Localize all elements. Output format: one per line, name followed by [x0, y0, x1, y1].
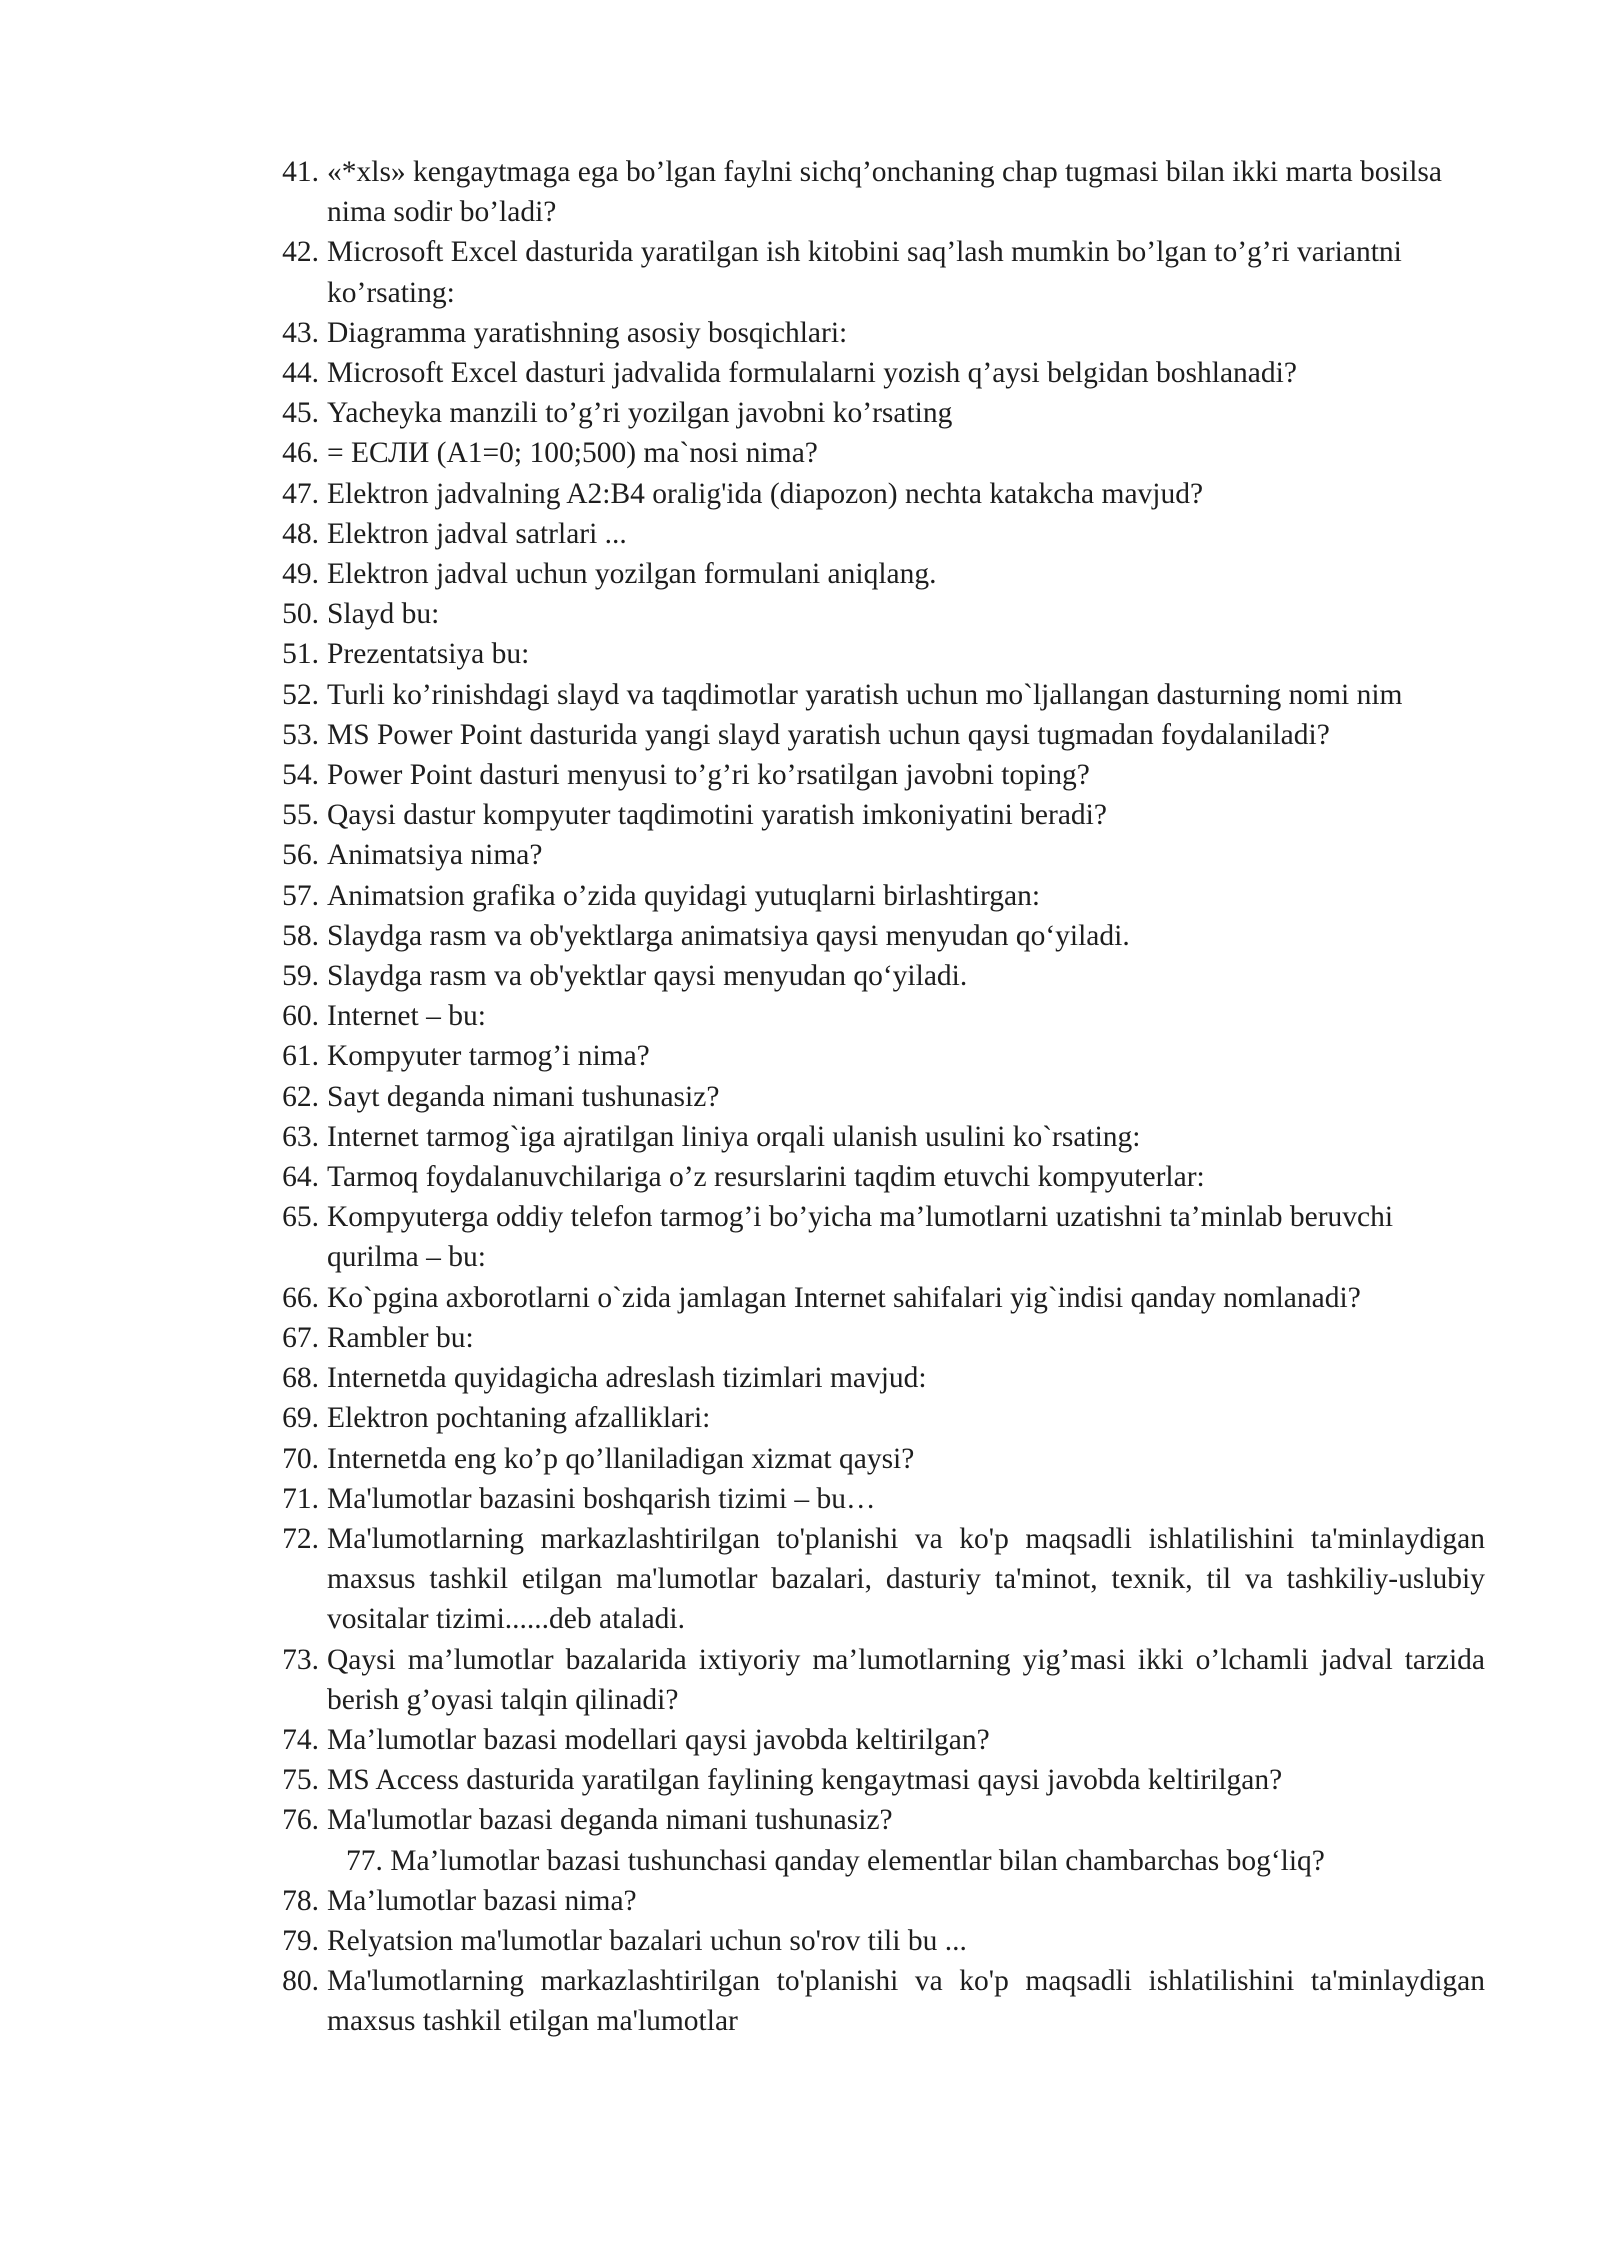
question-text: Relyatsion ma'lumotlar bazalari uchun so'rov tili bu ...: [327, 1924, 967, 1957]
question-text: Ma'lumotlarning markazlashtirilgan to'planishi va ko'p maqsadli ishlatilishini ta'minlaydigan maxsus tashkil etilgan ma'lumotlar: [327, 1965, 1485, 2038]
question-text: Internet tarmog`iga ajratilgan liniya orqali ulanish usulini ko`rsating:: [327, 1120, 1141, 1153]
question-item: [270, 353, 1485, 393]
question-text: Kompyuter tarmog’i nima?: [327, 1040, 650, 1073]
question-number: 63.: [282, 1120, 319, 1153]
question-item: [270, 1157, 1485, 1197]
question-number: 54.: [282, 759, 319, 792]
question-number: 77.: [346, 1844, 383, 1877]
question-text: Animatsiya nima?: [327, 839, 543, 872]
question-text: Yacheyka manzili to’g’ri yozilgan javobni ko’rsating: [327, 397, 953, 430]
question-item: [270, 393, 1485, 433]
question-item: [270, 634, 1485, 674]
question-item: [270, 1439, 1485, 1479]
question-text: Qaysi ma’lumotlar bazalarida ixtiyoriy ma’lumotlarning yig’masi ikki o’lchamli jadval tarzida berish g’oyasi talqin qilinadi?: [327, 1643, 1485, 1716]
question-text: Sayt deganda nimani tushunasiz?: [327, 1080, 720, 1113]
question-number: 46.: [282, 437, 319, 470]
question-number: 51.: [282, 638, 319, 671]
question-number: 58.: [282, 919, 319, 952]
question-text: Tarmoq foydalanuvchilariga o’z resurslarini taqdim etuvchi kompyuterlar:: [327, 1161, 1205, 1194]
question-text: Internet – bu:: [327, 1000, 486, 1033]
question-text: Animatsion grafika o’zida quyidagi yutuqlarni birlashtirgan:: [327, 879, 1041, 912]
question-text: Slayd bu:: [327, 598, 440, 631]
question-item: [270, 1479, 1485, 1519]
question-item: [270, 554, 1485, 594]
question-text: Qaysi dastur kompyuter taqdimotini yaratish imkoniyatini beradi?: [327, 799, 1107, 832]
question-text: Slaydga rasm va ob'yektlar qaysi menyudan qo‘yiladi.: [327, 960, 968, 993]
question-item: [270, 835, 1485, 875]
question-number: 42.: [282, 236, 319, 269]
question-item: [270, 1921, 1485, 1961]
question-number: 59.: [282, 960, 319, 993]
question-text: «*xls» kengaytmaga ega bo’lgan faylni sichq’onchaning chap tugmasi bilan ikki marta bosilsa nima sodir bo’ladi?: [327, 156, 1442, 229]
question-number: 57.: [282, 879, 319, 912]
question-number: 62.: [282, 1080, 319, 1113]
question-item: [270, 1640, 1485, 1720]
question-text: Ma'lumotlar bazasini boshqarish tizimi – bu…: [327, 1482, 876, 1515]
question-item: [270, 1197, 1485, 1277]
question-item: [270, 1077, 1485, 1117]
question-item: [270, 232, 1485, 312]
question-number: 53.: [282, 718, 319, 751]
question-item: [270, 755, 1485, 795]
question-number: 74.: [282, 1723, 319, 1756]
question-text: Rambler bu:: [327, 1321, 474, 1354]
question-item: [270, 474, 1485, 514]
question-number: 56.: [282, 839, 319, 872]
question-number: 64.: [282, 1161, 319, 1194]
question-item: [270, 795, 1485, 835]
question-item: [270, 1036, 1485, 1076]
question-number: 75.: [282, 1764, 319, 1797]
question-item: [270, 1318, 1485, 1358]
question-item: [270, 514, 1485, 554]
question-number: 44.: [282, 357, 319, 390]
question-text: Slaydga rasm va ob'yektlarga animatsiya qaysi menyudan qo‘yiladi.: [327, 919, 1130, 952]
question-item: [270, 1881, 1485, 1921]
question-list: [270, 152, 1485, 2042]
question-text: Microsoft Excel dasturi jadvalida formulalarni yozish q’aysi belgidan boshlanadi?: [327, 357, 1297, 390]
question-item: [270, 433, 1485, 473]
question-item: [270, 313, 1485, 353]
question-text: Ma’lumotlar bazasi nima?: [327, 1884, 637, 1917]
question-number: 48.: [282, 517, 319, 550]
question-number: 78.: [282, 1884, 319, 1917]
question-text: Ma’lumotlar bazasi modellari qaysi javobda keltirilgan?: [327, 1723, 990, 1756]
question-number: 71.: [282, 1482, 319, 1515]
question-number: 65.: [282, 1201, 319, 1234]
question-number: 72.: [282, 1522, 319, 1555]
question-text: Elektron pochtaning afzalliklari:: [327, 1402, 711, 1435]
question-number: 55.: [282, 799, 319, 832]
question-item: [270, 1358, 1485, 1398]
question-item: [270, 675, 1485, 715]
question-item: [270, 1117, 1485, 1157]
question-item: [270, 715, 1485, 755]
question-text: Prezentatsiya bu:: [327, 638, 530, 671]
question-line: [270, 1841, 1485, 1881]
question-item: [270, 1398, 1485, 1438]
question-item: [270, 996, 1485, 1036]
question-text: Internetda quyidagicha adreslash tizimlari mavjud:: [327, 1362, 927, 1395]
question-number: 68.: [282, 1362, 319, 1395]
question-number: 79.: [282, 1924, 319, 1957]
question-number: 41.: [282, 156, 319, 188]
question-text: = ЕСЛИ (А1=0; 100;500) ma`nosi nima?: [327, 437, 818, 470]
question-item: [270, 876, 1485, 916]
question-text: Microsoft Excel dasturida yaratilgan ish kitobini saq’lash mumkin bo’lgan to’g’ri variantni ko’rsating:: [327, 236, 1402, 309]
question-number: 45.: [282, 397, 319, 430]
question-number: 70.: [282, 1442, 319, 1475]
question-item: [270, 1800, 1485, 1840]
question-number: 47.: [282, 477, 319, 510]
question-number: 61.: [282, 1040, 319, 1073]
question-item: [270, 1961, 1485, 2041]
question-text: Internetda eng ko’p qo’llaniladigan xizmat qaysi?: [327, 1442, 915, 1475]
question-item: [270, 956, 1485, 996]
question-item: [270, 1519, 1485, 1640]
question-item: [270, 916, 1485, 956]
question-number: 66.: [282, 1281, 319, 1314]
question-number: 73.: [282, 1643, 319, 1676]
question-item: [270, 1278, 1485, 1318]
question-text: Elektron jadvalning A2:B4 oralig'ida (diapozon) nechta katakcha mavjud?: [327, 477, 1204, 510]
question-number: 49.: [282, 558, 319, 591]
question-number: 69.: [282, 1402, 319, 1435]
question-text: Elektron jadval satrlari ...: [327, 517, 627, 550]
question-text: Turli ko’rinishdagi slayd va taqdimotlar yaratish uchun mo`ljallangan dasturning nomi nim: [327, 678, 1403, 711]
question-text: Diagramma yaratishning asosiy bosqichlari:: [327, 316, 848, 349]
question-text: MS Power Point dasturida yangi slayd yaratish uchun qaysi tugmadan foydalaniladi?: [327, 718, 1330, 751]
question-item: [270, 152, 1485, 232]
question-number: 50.: [282, 598, 319, 631]
question-item: [270, 1760, 1485, 1800]
question-text: Ma'lumotlarning markazlashtirilgan to'planishi va ko'p maqsadli ishlatilishini ta'minlaydigan maxsus tashkil etilgan ma'lumotlar bazalari, dasturiy ta'minot, texnik, til va tashkiliy-uslubiy vositalar tizimi......deb ataladi.: [327, 1522, 1485, 1636]
question-item: [270, 594, 1485, 634]
question-text: Ko`pgina axborotlarni o`zida jamlagan Internet sahifalari yig`indisi qanday nomlanadi?: [327, 1281, 1361, 1314]
question-text: Kompyuterga oddiy telefon tarmog’i bo’yicha ma’lumotlarni uzatishni ta’minlab beruvchi qurilma – bu:: [327, 1201, 1394, 1274]
question-text: Power Point dasturi menyusi to’g’ri ko’rsatilgan javobni toping?: [327, 759, 1090, 792]
question-text: MS Access dasturida yaratilgan faylining kengaytmasi qaysi javobda keltirilgan?: [327, 1764, 1283, 1797]
question-text: Ma'lumotlar bazasi deganda nimani tushunasiz?: [327, 1804, 893, 1837]
question-number: 43.: [282, 316, 319, 349]
question-number: 60.: [282, 1000, 319, 1033]
question-item: [270, 1841, 1485, 1881]
question-text: Elektron jadval uchun yozilgan formulani aniqlang.: [327, 558, 937, 591]
question-item: [270, 1720, 1485, 1760]
question-number: 67.: [282, 1321, 319, 1354]
question-number: 80.: [282, 1965, 319, 1998]
question-number: 76.: [282, 1804, 319, 1837]
question-number: 52.: [282, 678, 319, 711]
question-text: Ma’lumotlar bazasi tushunchasi qanday elementlar bilan chambarchas bog‘liq?: [390, 1844, 1325, 1877]
